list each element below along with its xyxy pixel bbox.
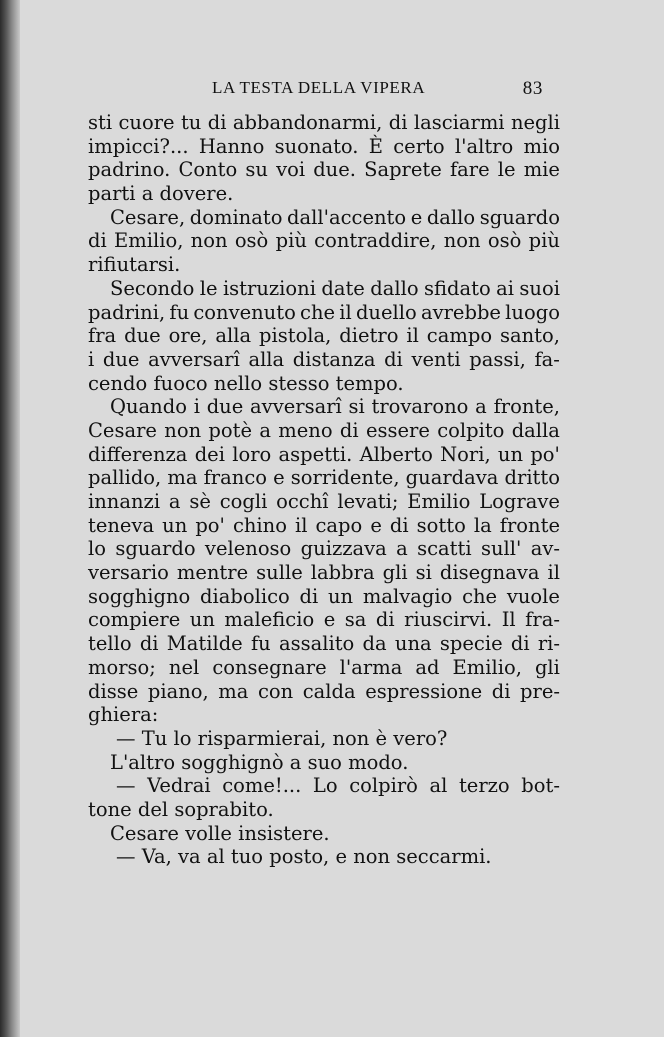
text-line: impicci?... Hanno suonato. È certo l'altro mio bbox=[88, 134, 560, 158]
text-line: parti a dovere. bbox=[88, 182, 234, 206]
body-text bbox=[88, 111, 560, 869]
text-line: Secondo le istruzioni date dallo sfidato ai suoi bbox=[110, 276, 560, 300]
text-line: padrini, fu convenuto che il duello avrebbe luogo bbox=[88, 300, 560, 324]
text-line: rifiutarsi. bbox=[88, 253, 181, 277]
text-line: teneva un po' chino il capo e di sotto la fronte bbox=[88, 513, 560, 537]
book-spine-shadow bbox=[0, 0, 20, 1037]
text-line: fra due ore, alla pistola, dietro il campo santo, bbox=[88, 324, 560, 348]
text-line: sogghigno diabolico di un malvagio che vuole bbox=[88, 584, 560, 608]
text-line: pallido, ma franco e sorridente, guardava dritto bbox=[88, 466, 560, 490]
text-line: differenza dei loro aspetti. Alberto Nori, un po' bbox=[88, 442, 560, 466]
text-line: L'altro sogghignò a suo modo. bbox=[110, 750, 409, 774]
text-line: di Emilio, non osò più contraddire, non osò più bbox=[88, 229, 560, 253]
running-header bbox=[88, 78, 543, 102]
text-line: Cesare, dominato dall'accento e dallo sguardo bbox=[110, 205, 560, 229]
text-line: innanzi a sè cogli occhî levati; Emilio Lograve bbox=[88, 490, 560, 513]
text-line: Cesare volle insistere. bbox=[110, 821, 330, 845]
text-line: Quando i due avversarî si trovarono a fronte, bbox=[110, 395, 560, 419]
text-line: morso; nel consegnare l'arma ad Emilio, gli bbox=[88, 655, 560, 679]
text-line: tello di Matilde fu assalito da una specie di ri- bbox=[88, 632, 560, 656]
text-line: padrino. Conto su voi due. Saprete fare le mie bbox=[88, 158, 560, 182]
text-line: compiere un maleficio e sa di riuscirvi. Il fra- bbox=[88, 608, 560, 632]
text-line: disse piano, ma con calda espressione di pre- bbox=[88, 679, 560, 703]
text-line: sti cuore tu di abbandonarmi, di lasciarmi negli bbox=[88, 111, 560, 134]
text-line: lo sguardo velenoso guizzava a scatti sull' av- bbox=[88, 537, 560, 561]
text-line: cendo fuoco nello stesso tempo. bbox=[88, 371, 404, 395]
text-line: tone del soprabito. bbox=[88, 797, 274, 821]
page-number: 83 bbox=[522, 78, 543, 99]
text-line: — Tu lo risparmierai, non è vero? bbox=[116, 726, 448, 750]
text-line: versario mentre sulle labbra gli si disegnava il bbox=[88, 561, 560, 585]
text-line: ghiera: bbox=[88, 703, 159, 727]
running-title: LA TESTA DELLA VIPERA bbox=[212, 78, 426, 97]
text-line: — Vedrai come!... Lo colpirò al terzo bot- bbox=[116, 774, 560, 798]
text-line: i due avversarî alla distanza di venti passi, fa- bbox=[88, 347, 560, 371]
text-line: Cesare non potè a meno di essere colpito dalla bbox=[88, 418, 560, 442]
text-line: — Va, va al tuo posto, e non seccarmi. bbox=[116, 845, 492, 869]
